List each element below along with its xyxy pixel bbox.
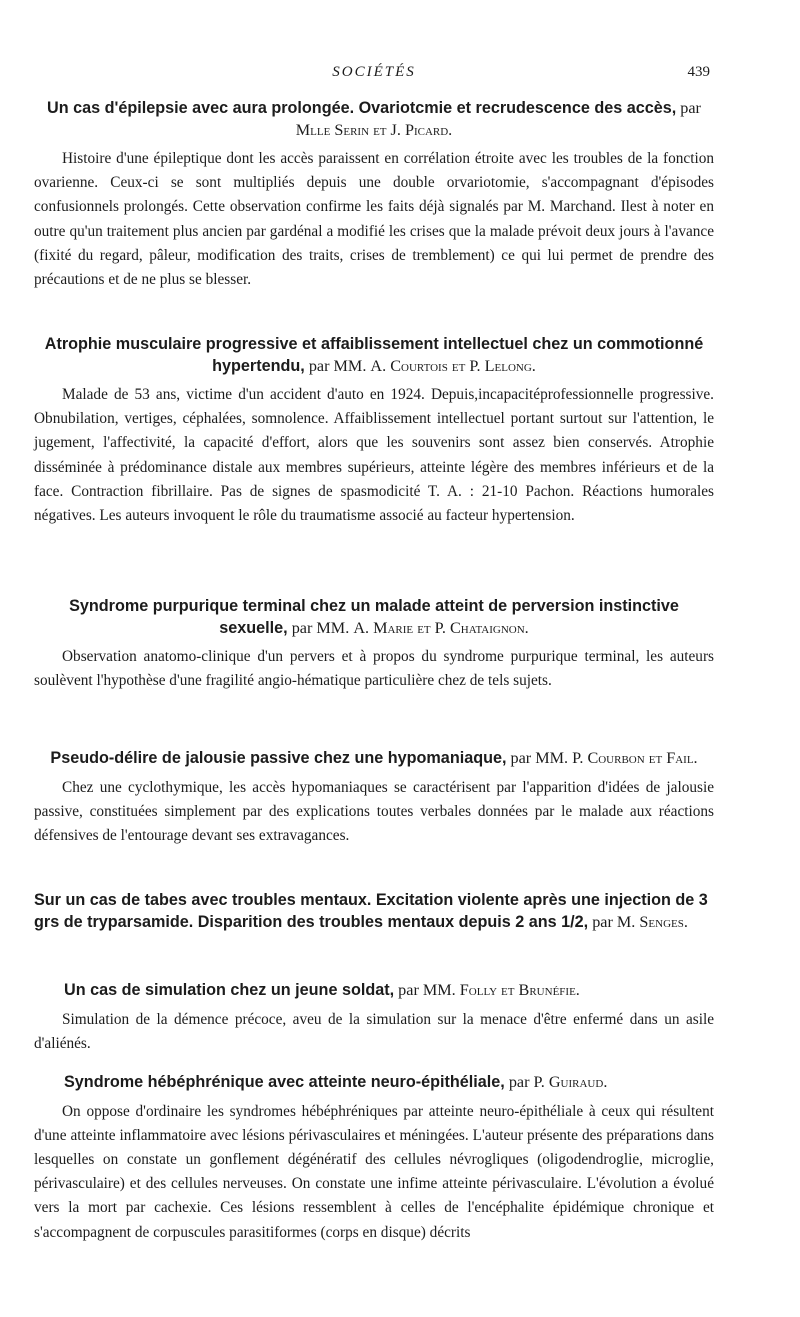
entry-title (34, 334, 714, 377)
entry-title (34, 980, 714, 1002)
entry-title (34, 748, 714, 770)
entry-body: Malade de 53 ans, victime d'un accident d'auto en 1924. Depuis,incapacitéprofessionnelle progressive. Obnubilation, vertiges, céphalées, somnolence. Affaiblissement intellectuel portant surtout sur l'attention, le jugement, l'affectivité, la capacité d'effort, alors que les souvenirs sont assez bien conservés. Atrophie disséminée à prédominance distale aux membres supérieurs, atteinte légère des membres inférieurs et de la face. Contraction fibrillaire. Pas de signes de spasmodicité T. A. : 21-10 Pachon. Réactions humorales négatives. Les auteurs invoquent le rôle du traumatisme associé au facteur hypertension. (34, 386, 714, 525)
running-head: SOCIÉTÉS (332, 64, 416, 80)
abstract-entry-5 (34, 890, 714, 933)
entry-by: par (676, 99, 701, 117)
entry-body: Observation anatomo-clinique d'un pervers et à propos du syndrome purpurique terminal, les auteurs soulèvent l'hypothèse d'une fragilité angio-hématique particulière chez de tels sujets. (34, 648, 714, 690)
entry-authors: Folly et Brunéfie. (459, 981, 580, 999)
entry-by: par MM. (394, 981, 460, 999)
entry-body: Simulation de la démence précoce, aveu de la simulation sur la menace d'être enfermé dans un asile d'aliénés. (34, 1010, 714, 1052)
entry-by: par MM. (287, 618, 354, 637)
entry-authors: A. Marie et P. Chataignon. (353, 618, 529, 637)
entry-title-text: Un cas d'épilepsie avec aura prolongée. Ovariotcmie et recrudescence des accès, (47, 99, 677, 117)
entry-authors: Mlle Serin et J. Picard. (295, 120, 453, 139)
entry-title (34, 98, 714, 141)
entry-title-text: Un cas de simulation chez un jeune soldat, (64, 981, 395, 999)
entry-by: par MM. (506, 749, 573, 767)
entry-authors: Senges. (639, 912, 688, 931)
entry-title-text: Sur un cas de tabes avec troubles mentaux. Excitation violente après une injection de 3 grs de tryparsamide. Disparition des troubles mentaux depuis 2 ans 1/2, (34, 891, 708, 931)
abstract-entry-7 (34, 1072, 714, 1245)
abstract-entry-3 (34, 596, 714, 693)
entry-title-text: Syndrome hébéphrénique avec atteinte neuro-épithéliale, (64, 1073, 505, 1091)
entry-authors: A. Courtois et P. Lelong. (370, 356, 536, 375)
entry-body: Chez une cyclothymique, les accès hypomaniaques se caractérisent par l'apparition d'idées de jalousie passive, constituées simplement par des explications toutes verbales données par le malade aux réactions défensives de l'entourage devant ses extravagances. (34, 778, 714, 844)
abstract-entry-4 (34, 748, 714, 848)
entry-title (34, 890, 714, 933)
entry-by: par M. (588, 912, 640, 931)
entry-authors: P. Courbon et Fail. (572, 749, 698, 767)
entry-title-text: Atrophie musculaire progressive et affaiblissement intellectuel chez un commotionné hypertendu, (44, 335, 704, 375)
entry-body: Histoire d'une épileptique dont les accès paraissent en corrélation étroite avec les troubles de la fonction ovarienne. Ceux-ci se sont multipliés depuis une double orvariotomie, s'accompagnant d'épisodes confusionnels prolongés. Cette observation confirme les faits déjà signalés par M. Marchand. Ilest à noter en outre qu'un traitement plus ancien par gardénal a modifié les crises que la malade prévoit deux jours à l'avance (fixité du regard, pâleur, modification des traits, crises de tremblement) ce qui lui permet de prendre des précautions et de ne plus se blesser. (34, 150, 714, 289)
entry-title (34, 1072, 714, 1094)
page-number: 439 (687, 64, 710, 80)
entry-authors: P. Guiraud. (533, 1073, 608, 1091)
entry-by: par MM. (304, 356, 371, 375)
abstract-entry-2 (34, 334, 714, 528)
entry-title-text: Syndrome purpurique terminal chez un malade atteint de perversion instinctive sexuelle, (69, 597, 679, 637)
entry-by: par (504, 1073, 534, 1091)
entry-body: On oppose d'ordinaire les syndromes hébéphréniques par atteinte neuro-épithéliale à ceux qui résultent d'une atteinte inflammatoire avec lésions périvasculaires et méningées. L'auteur présente des préparations dans lesquelles on constate un gonflement dégénératif des cellules névrogliques (oligodendroglie, microglie, périvasculaire) et des cellules nerveuses. On constate une infime atteinte périvasculaire. L'évolution a évolué vers la mort par cachexie. Ces lésions ressemblent à celles de l'encéphalite épidémique chronique et s'accompagnent de corpuscules parasitiformes (corps en disque) décrits (34, 1102, 714, 1241)
entry-title-text: Pseudo-délire de jalousie passive chez une hypomaniaque, (50, 749, 507, 767)
entry-title (34, 596, 714, 639)
abstract-entry-1 (34, 98, 714, 292)
abstract-entry-6 (34, 980, 714, 1056)
